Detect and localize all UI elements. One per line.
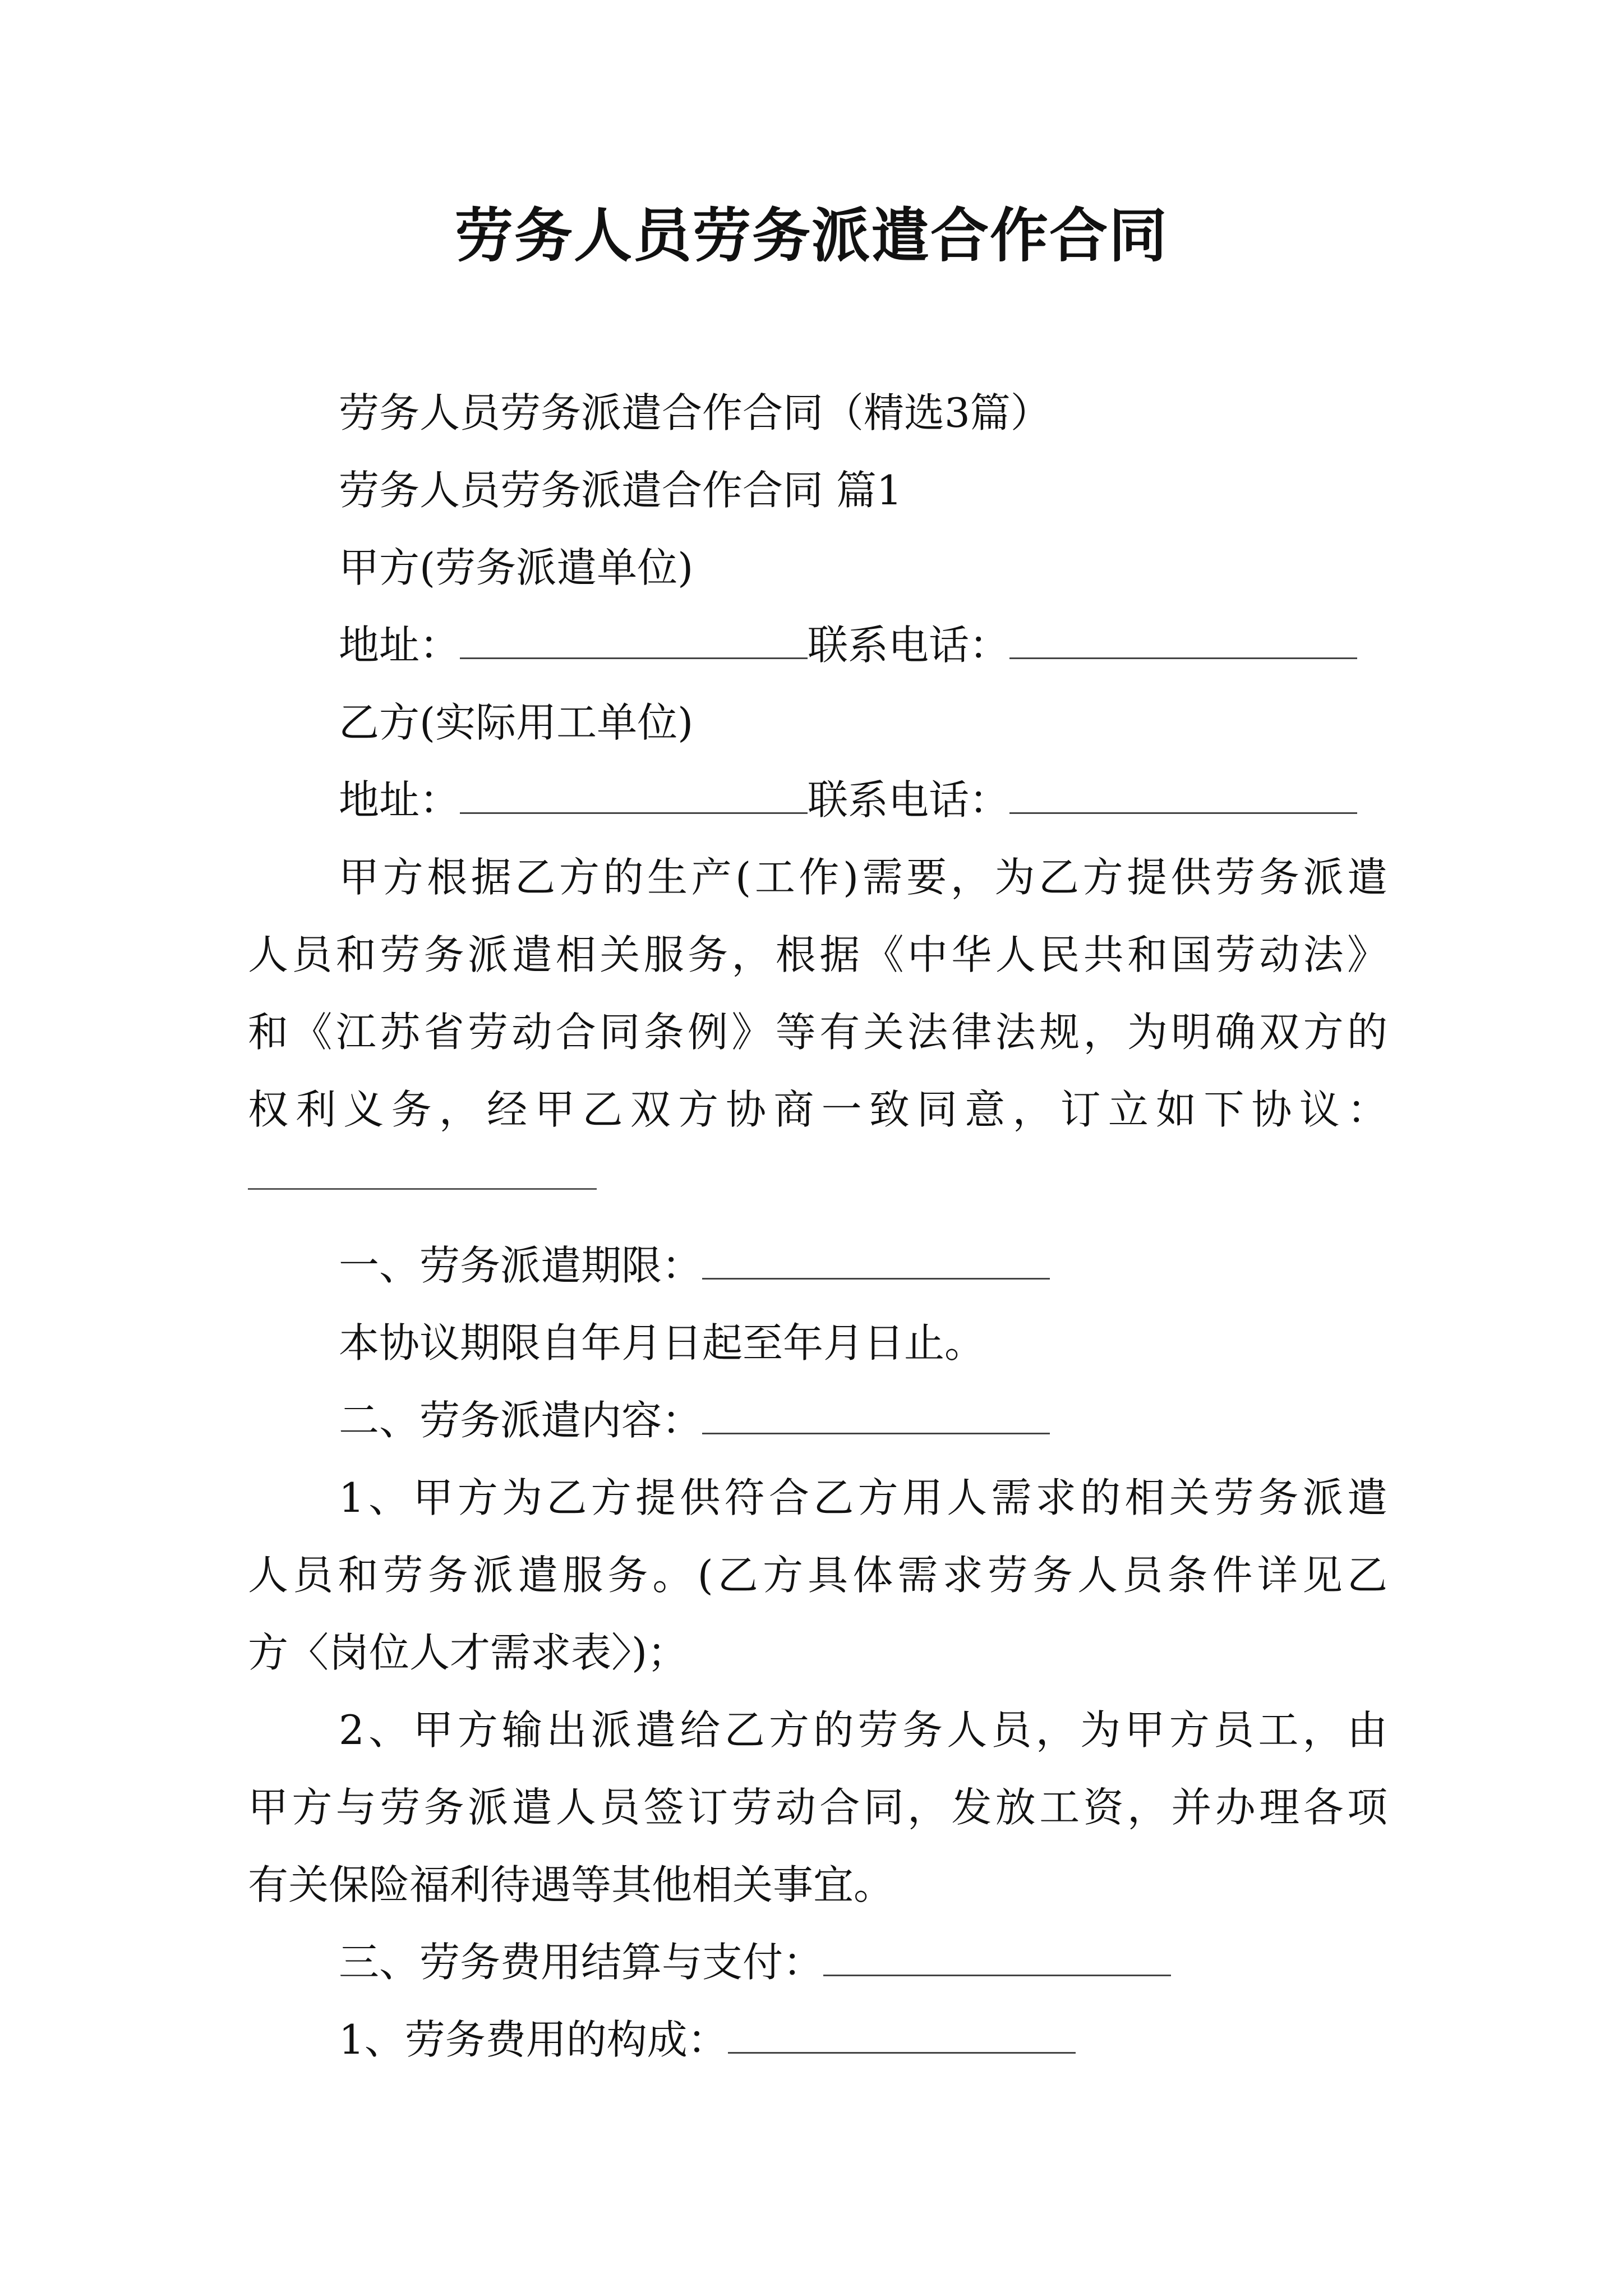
party-b-contact-row — [339, 772, 1357, 828]
party-b-phone-field[interactable] — [1009, 772, 1357, 814]
section3-item1-row — [339, 2012, 1076, 2068]
party-a-phone-field[interactable] — [1009, 617, 1357, 659]
blank-fill-line[interactable] — [248, 1188, 597, 1190]
section2-item2-line-2: 甲方与劳务派遣人员签订劳动合同，发放工资，并办理各项 — [248, 1784, 1387, 1831]
section3-item1-field[interactable] — [728, 2012, 1076, 2054]
section2-heading-row — [339, 1392, 1050, 1448]
section2-heading: 二、劳务派遣内容： — [339, 1397, 703, 1444]
document-subtitle: 劳务人员劳务派遣合作合同（精选3篇） — [339, 389, 1051, 436]
party-a-contact-row — [339, 617, 1357, 673]
section2-item2-line-3: 有关保险福利待遇等其他相关事宜。 — [248, 1861, 895, 1908]
party-a-address-label: 地址： — [339, 622, 460, 669]
party-a-phone-label: 联系电话： — [808, 622, 1010, 669]
section3-heading-row — [339, 1934, 1171, 1990]
section2-item1-line-1: 1、甲方为乙方提供符合乙方用人需求的相关劳务派遣 — [339, 1474, 1387, 1521]
section2-item1-line-2: 人员和劳务派遣服务。(乙方具体需求劳务人员条件详见乙 — [248, 1552, 1387, 1599]
section3-heading: 三、劳务费用结算与支付： — [339, 1939, 824, 1986]
party-a-label: 甲方(劳务派遣单位) — [339, 544, 694, 591]
preamble-line-4: 权利义务，经甲乙双方协商一致同意，订立如下协议： — [248, 1086, 1387, 1133]
section2-item1-line-3: 方〈岗位人才需求表〉)； — [248, 1629, 688, 1676]
section1-field[interactable] — [702, 1237, 1050, 1280]
party-b-address-field[interactable] — [460, 772, 808, 814]
section1-heading-row — [339, 1237, 1050, 1294]
party-b-phone-label: 联系电话： — [808, 776, 1010, 823]
section2-field[interactable] — [702, 1392, 1050, 1434]
party-a-address-field[interactable] — [460, 617, 808, 659]
part-heading: 劳务人员劳务派遣合作合同 篇1 — [339, 467, 902, 514]
preamble-line-2: 人员和劳务派遣相关服务，根据《中华人民共和国劳动法》 — [248, 931, 1387, 978]
party-b-address-label: 地址： — [339, 776, 460, 823]
section2-item2-line-1: 2、甲方输出派遣给乙方的劳务人员，为甲方员工，由 — [339, 1706, 1387, 1754]
preamble-line-3: 和《江苏省劳动合同条例》等有关法律法规，为明确双方的 — [248, 1009, 1387, 1056]
section3-item1-label: 1、劳务费用的构成： — [339, 2016, 728, 2063]
document-title: 劳务人员劳务派遣合作合同 — [454, 201, 1168, 270]
party-b-label: 乙方(实际用工单位) — [339, 699, 694, 746]
preamble-line-1: 甲方根据乙方的生产(工作)需要，为乙方提供劳务派遣 — [339, 854, 1387, 901]
section1-text: 本协议期限自年月日起至年月日止。 — [339, 1319, 985, 1366]
section3-field[interactable] — [823, 1934, 1171, 1976]
section1-heading: 一、劳务派遣期限： — [339, 1242, 703, 1289]
